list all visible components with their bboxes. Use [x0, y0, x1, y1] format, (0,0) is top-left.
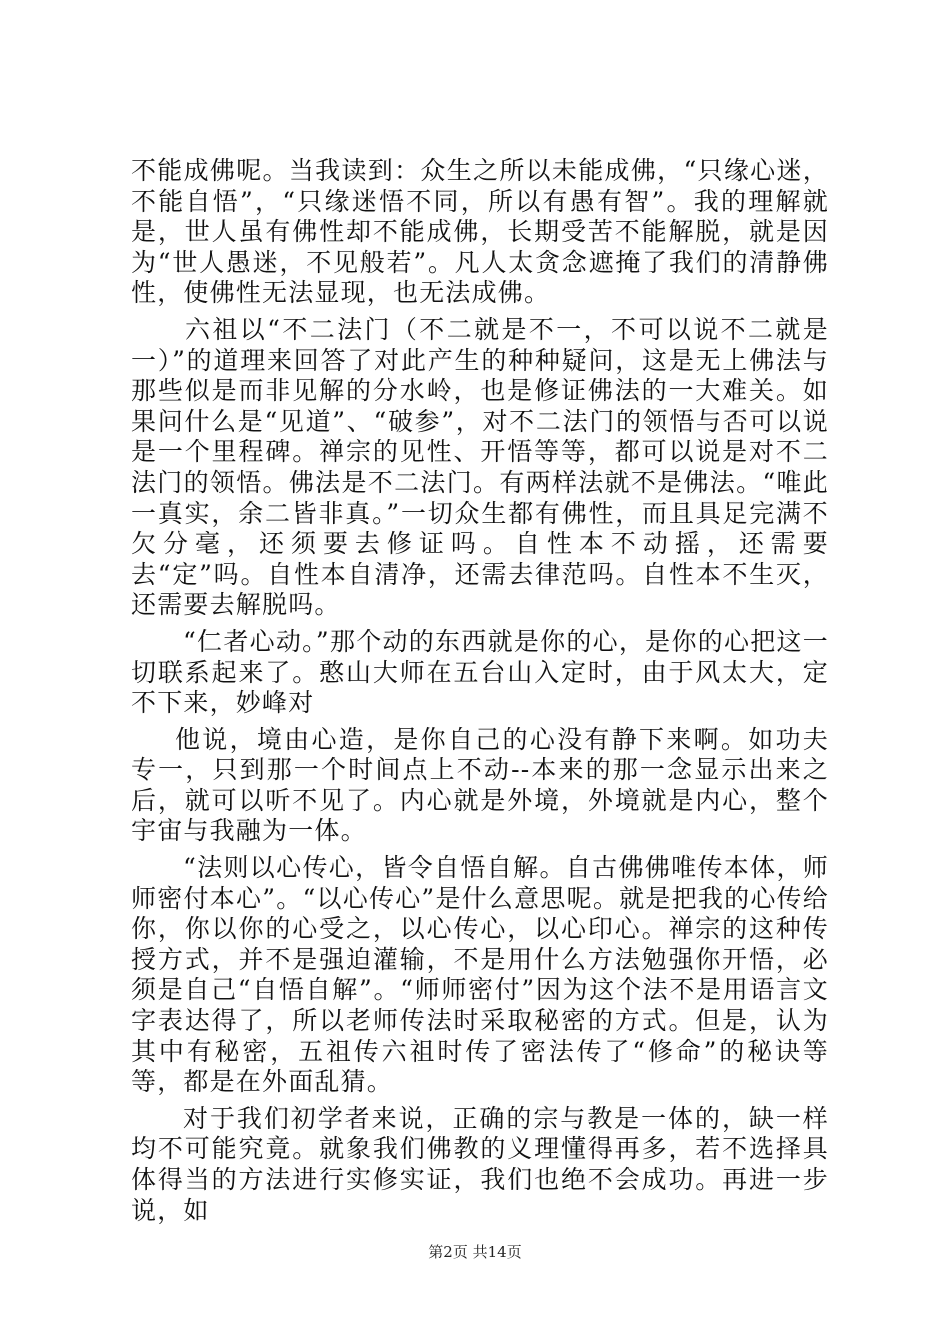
page-number: 第2页 共14页: [428, 1243, 522, 1261]
paragraph-mind-moves: “仁者心动。”那个动的东西就是你的心，是你的心把这一切联系起来了。憨山大师在五台山入定时，由于风太大，定不下来，妙峰对: [131, 626, 829, 718]
paragraph-mind-creates: 他说，境由心造，是你自己的心没有静下来啊。如功夫专一，只到那一个时间点上不动--本来的那一念显示出来之后，就可以听不见了。内心就是外境，外境就是内心，整个宇宙与我融为一体。: [131, 724, 829, 846]
paragraph-beginners: 对于我们初学者来说，正确的宗与教是一体的，缺一样均不可能究竟。就象我们佛教的义理懂得再多，若不选择具体得当的方法进行实修实证，我们也绝不会成功。再进一步说，如: [131, 1103, 829, 1225]
document-body: [131, 156, 829, 1226]
paragraph-nonduality: 六祖以“不二法门（不二就是不一，不可以说不二就是一）”的道理来回答了对此产生的种种疑问，这是无上佛法与那些似是而非见解的分水岭，也是修证佛法的一大难关。如果问什么是“见道”、“破参”，对不二法门的领悟与否可以说是一个里程碑。禅宗的见性、开悟等等，都可以说是对不二法门的领悟。佛法是不二法门。有两样法就不是佛法。“唯此一真实，余二皆非真。”一切众生都有佛性，而且具足完满不欠分毫，还须要去修证吗。自性本不动摇，还需要去“定”吗。自性本自清净，还需去律范吗。自性本不生灭，还需要去解脱吗。: [131, 314, 829, 620]
page-footer: [0, 1243, 950, 1261]
paragraph-continuation: 不能成佛呢。当我读到：众生之所以未能成佛，“只缘心迷，不能自悟”，“只缘迷悟不同，所以有愚有智”。我的理解就是，世人虽有佛性却不能成佛，长期受苦不能解脱，就是因为“世人愚迷，不见般若”。凡人太贪念遮掩了我们的清静佛性，使佛性无法显现，也无法成佛。: [131, 156, 829, 308]
paragraph-mind-to-mind: “法则以心传心，皆令自悟自解。自古佛佛唯传本体，师师密付本心”。“以心传心”是什么意思呢。就是把我的心传给你，你以你的心受之，以心传心，以心印心。禅宗的这种传授方式，并不是强迫灌输，不是用什么方法勉强你开悟，必须是自己“自悟自解”。“师师密付”因为这个法不是用语言文字表达得了，所以老师传法时采取秘密的方式。但是，认为其中有秘密，五祖传六祖时传了密法传了“修命”的秘诀等等，都是在外面乱猜。: [131, 853, 829, 1097]
